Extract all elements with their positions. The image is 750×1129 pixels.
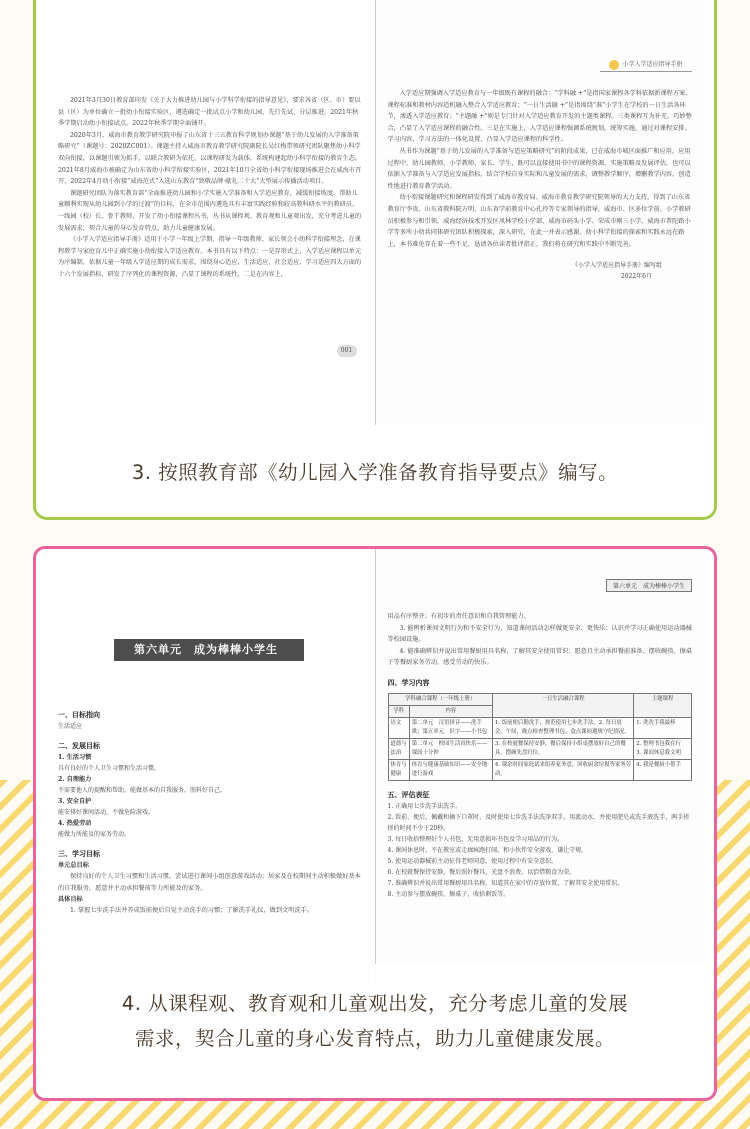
bottom-panel (33, 546, 717, 1101)
table-cell: 第二单元 汉语拼音——洗手歌；第五单元 识字——小书包 (409, 717, 492, 738)
paragraph: 2020年3月，威海市教育教学研究院申报了山东省十三五教育科学规划办课题“基于幼儿发展的入学准备策略研究”（课题号：2020ZC001）。课题主持人威海市教育教学研究院副院长吴红梅带领研究团队聚焦幼小科学双向衔接，以课题引领为抓手，以联合教研为依托，以课程研发为载体，系统构建起幼小科学衔接的教育生态。2021年8月威海市被确定为山东省幼小科学衔接实验区，2021年10月全省幼小科学衔接现场推进会在威海市召开，2022年4月幼小衔接“威海范式”入选山东教育“致敬品牌·献礼二十大”大型展示传播活动项目。 (58, 131, 362, 186)
table-header: 一日生活融合课程 (492, 693, 633, 717)
caption-line: 需求，契合儿童的身心发育特点，助力儿童健康发展。 (134, 1027, 615, 1050)
goal-text: 能做力所能及的家务劳动。 (58, 831, 131, 838)
goal-text: 具有良好的个人卫生习惯和生活习惯。 (58, 765, 161, 772)
table-cell: 体育与健康 (388, 759, 409, 780)
section-heading: 二、发展目标 (58, 741, 100, 750)
paragraph: 1. 掌握七步洗手法并养成饭前便后自觉主动洗手的习惯；了解洗手礼仪，做到文明洗手。 (70, 907, 313, 915)
section-heading: 一、目标指向 (58, 710, 100, 719)
paragraph: 用品有序整齐；有初步的责任意识和自我管理能力。 (387, 613, 530, 620)
content-table (388, 693, 693, 781)
paragraph: 课题研究团队为落实教育部“全面推进幼儿园和小学实施入学准备和入学适应教育，减缓衔接坡度，帮助儿童顺利实现从幼儿园到小学的过渡”的目标，在全市范围内遴选具有丰富实践经验和较高教科研水平的教研员、一线园（校）长、骨干教师，开发了幼小衔接课程丛书，丛书从课程观、教育观和儿童观出发，充分考虑儿童的发展需求，契合儿童的身心发育特点，助力儿童健康发展。 (58, 189, 362, 232)
left-page (46, 0, 376, 425)
mascot-icon (609, 60, 619, 70)
caption-4 (36, 964, 714, 1082)
table-cell: 道德与法治 (388, 738, 409, 759)
paragraph: 丛书作为课题“基于幼儿发展的入学准备与适应策略研究”的阶段成果，已在威海市城区面推广和应用。应用过程中，幼儿园教师、小学教师、家长、学生，既可以直接使用书中的课程资源，实施策略及发展评估，也可以依据入学准备与入学适应发展指标，结合学校自身实际和儿童发展的需求，调整教学顺序，增删教学内容，创造性地进行教育教学活动。 (387, 147, 691, 190)
paragraph: 3. 能辨析课间文明行为和不安全行为，知道课间活动怎样做更安全、更快乐；认识并学习正确使用运动器械等校园设施。 (387, 624, 692, 644)
paragraph: 《小学入学适应指导手册》适用于小学一年级上学期，指导一年级教师、家长领会小幼科学衔接理念，在课程教学与家庭育儿中正确实施小幼衔接入学适应教育。本书具有以下特点：一是存形式上，入学适应课程以单元为序编制，依据儿童一年级入学适应期的成长需求，围绕身心适应、生活适应、社会适应、学习适应四大方面的十六个发展指标，研发了序列化的课程资源，凸显了课程的系统性。二是在内容上， (58, 236, 362, 278)
left-page (46, 549, 376, 989)
table-cell: 4. 我是餐厨小帮手 (634, 759, 692, 780)
goal-title: 2. 自理能力 (58, 776, 92, 783)
paragraph: 2021年3月30日教育部印发《关于大力推进幼儿园与小学科学衔接的指导意见》，要求各省（区、市）要以县（区）为单位确立一批幼小衔接实验区，遴选确定一批试点小学和幼儿园，先行先试，分层推进，2021年秋季学期启动幼小衔接试点，2022年秋季学期全面铺开。 (58, 97, 361, 128)
book-spread-top (46, 0, 704, 425)
goal-title: 3. 安全自护 (58, 798, 92, 805)
list-item: 6. 在校就餐保持安静，餐后照好餐具，光盘不浪费，以恰惜粮食为荣。 (387, 868, 576, 876)
table-cell: 3. 在校就餐保持安静，餐后保持小组桌摆放好自己的餐具，摆碗先盘归位。 (492, 738, 633, 759)
running-header: 小学入学适应指导手册 (600, 58, 692, 72)
list-item: 2. 饭前、便后、佩戴和摘下口罩时，及时使用七步洗手法洗净双手，用流动水，并使用肥皂或洗手液洗手，两手搓搓的时间不少于20秒。 (387, 813, 690, 832)
table-cell: 第二单元 校园生活真快乐——课间十分钟 (409, 738, 492, 759)
paragraph: 4. 能准确辨识并说出常用餐厨用具名称，了解其安全使用常识；愿意且主动承担餐前准备、摆收碗筷、擦桌子等餐厨家务劳动，感受劳动的快乐。 (387, 647, 692, 667)
list-item: 5. 使用运动器械前主动征得老师同意，使用过程中有安全意识。 (387, 857, 558, 865)
right-page (376, 549, 705, 989)
table-row (388, 738, 692, 759)
table-header: 主题课程 (634, 693, 692, 717)
section-heading: 四、学习内容 (387, 677, 430, 687)
table-header: 学科融合课程（一年级上册） (388, 693, 492, 705)
table-cell: 语文 (388, 717, 409, 738)
table-subheader: 内容 (409, 705, 492, 717)
section-heading: 五、评估表征 (387, 789, 430, 799)
book-spread-bottom (46, 549, 704, 989)
table-row (388, 717, 692, 738)
signature-org: 《小学入学适应指导手册》编写组 (571, 262, 662, 270)
table-cell: 1. 饭前便后勤洗手，规范使用七步洗手法。2. 每日晨会、午间，晚点检查整理书包，盒点课间遵规守纪情况。 (492, 717, 633, 738)
right-page (376, 0, 705, 425)
caption-line: 4. 从课程观、教育观和儿童观出发，充分考虑儿童的发展 (121, 992, 629, 1015)
paragraph: 保持良好的个人卫生习惯和生活习惯，尝试进行课间小组创意游戏活动；居家及在校期间主动积极做好基本的自我服务，愿意并主动承担餐前等力所能及的家务。 (58, 873, 361, 892)
signature-date: 2022年6月 (620, 273, 652, 281)
goal-text: 不需要他人的提醒和帮助，能做基本的自我服务，照料好自己。 (58, 787, 227, 794)
table-cell: 2. 整理书包我在行 3. 课间休息我文明 (634, 738, 692, 759)
table-cell: 4. 课余时间家庭试来组养家务意，回收厨余垃圾等家务劳动。 (492, 759, 633, 780)
table-subheader: 学科 (388, 705, 409, 717)
subsection-heading: 单元总目标 (58, 862, 89, 869)
paragraph: 入学适应期强调入学适应教育与一年级既有课程的融合：“学科融 +”是指国家课程各学科依据新课程方案、课程标准和教材内容适机融入整合入学适应教育；“一日生活融 +”是指围绕“准”小学生在学校的一日生活各环节，渗透入学适应教育；“主题融 +”则是专门针对入学适应教育开发的主题类课程。三类课程互为补充，巧妙整合，凸显了入学适应课程的融合性。三是在实施上，入学适应课程强调系统规划，统筹实施，通过对课程安排、学习内容、学习方法的一体化设置，凸显入学适应课程的科学性。 (387, 90, 692, 144)
list-item: 4. 课间休息时，不在教室或走廊疯跑打闹，和小伙伴安全游戏，谦让守规。 (387, 846, 588, 854)
running-header: 第六单元 成为棒棒小学生 (606, 579, 692, 592)
goal-title: 1. 生活习惯 (58, 754, 92, 761)
paragraph: 幼小衔接课题研究和课程研发得到了威海市教育局、威海市教育教学研究院领导的大力支持，得到了山东省教育厅李贵、山东省教科院方明、山东省学前教育中心孔玲等专家领导的指导，威海市、区多位学前、小学教研员积极参与和引领，威海经济技术开发区凤林学校小学部、威海市码头小学、荣成市刚三小学、威海市普陀路小学等多所小幼共同体研究团队积极探索，深入研究，在此一并表示感谢。幼小科学衔接的探索和实践永远在路上，本书难免存在着一些不足，恳请各位读者批评指正，我们将在研究和实践中不断完善。 (387, 194, 691, 248)
page-number: 001 (337, 345, 357, 357)
goal-title: 4. 热爱劳动 (58, 820, 92, 827)
subsection-heading: 具体目标 (58, 896, 83, 904)
table-cell: 1. 洗洗手我最棒 (634, 717, 692, 738)
list-item: 8. 主动参与摆放碗筷、擦桌子、收拾剩饭等。 (387, 890, 510, 898)
goal-text: 能安排好课间活动，不做危险游戏。 (58, 809, 155, 816)
table-row (388, 759, 692, 780)
list-item: 3. 每日收拾整理好个人书包，无用意损坏书包及学习用品的行为。 (387, 835, 564, 843)
caption-3: 3. 按照教育部《幼儿园入学准备教育指导要点》编写。 (36, 425, 714, 520)
section-text: 生活适应 (58, 723, 83, 730)
top-panel (33, 0, 717, 520)
list-item: 1. 正确用七步洗手法洗手。 (387, 802, 462, 810)
unit-title: 第六单元 成为棒棒小学生 (114, 639, 304, 661)
list-item: 7. 准确辨识并说出常用餐厨用具名称，知道其在家中的存放位置，了解其安全使用常识。 (387, 879, 624, 887)
table-cell: 体育与健康基础知识——安全地进行游戏 (409, 759, 492, 780)
section-heading: 三、学习目标 (58, 849, 100, 858)
